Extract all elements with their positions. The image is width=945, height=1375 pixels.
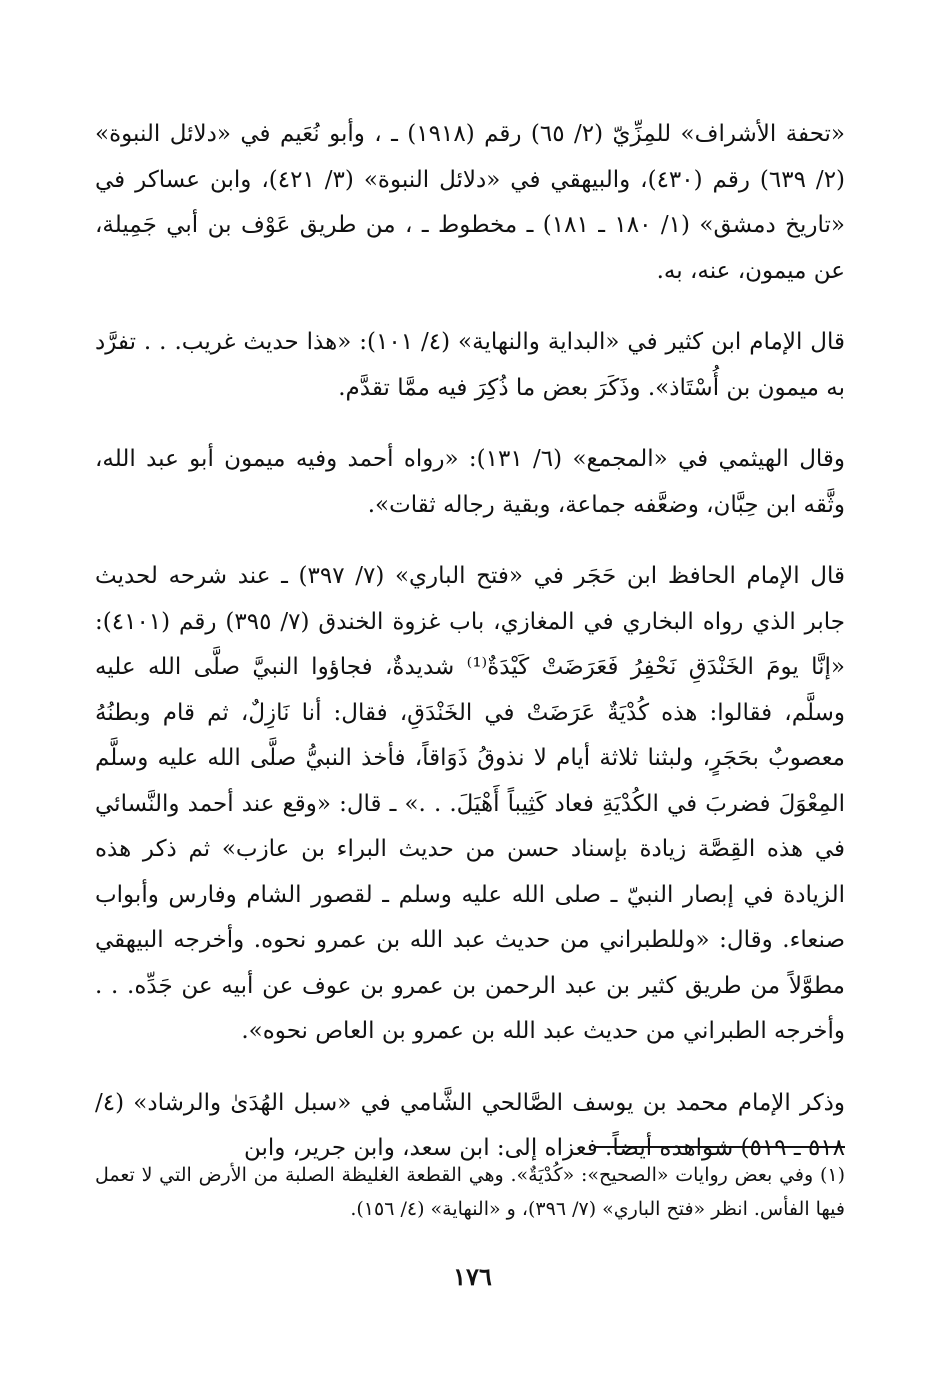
paragraph-salihi-shami: وذكر الإمام محمد بن يوسف الصَّالحي الشَّامي في «سبل الهُدَىٰ والرشاد» (٤/ ٥١٨ ـ ٥١٩) شواهده أيضاً. فعزاه إلى: ابن سعد، وابن جرير، وابن [95,1089,845,1161]
paragraph-ibn-hajar: قال الإمام الحافظ ابن حَجَر في «فتح الباري» (٧/ ٣٩٧) ـ عند شرحه لحديث جابر الذي رواه البخاري في المغازي، باب غزوة الخندق (٧/ ٣٩٥) رقم (٤١٠١): «إنَّا يومَ الخَنْدَقِ نَحْفِرُ فَعَرَضَتْ كَيْدَةٌ⁽¹⁾ شديدةٌ، فجاؤوا النبيَّ صلَّى الله عليه وسلَّم، فقالوا: هذه كُدْيَةٌ عَرَضَتْ في الخَنْدَقِ، فقال: أنا نَازِلٌ، ثم قام وبطنُهُ معصوبٌ بحَجَرٍ، ولبثنا ثلاثة أيام لا نذوقُ ذَوَاقاً، فأخذ النبيُّ صلَّى الله عليه وسلَّم المِعْوَلَ فضربَ في الكُدْيَةِ فعاد كَثِيباً أَهْيَلَ. . .» ـ قال: «وقع عند أحمد والنَّسائي في هذه القِصَّة زيادة بإسناد حسن من حديث البراء بن عازب» ثم ذكر هذه الزيادة في إبصار النبيّ ـ صلى الله عليه وسلم ـ لقصور الشام وفارس وأبواب صنعاء. وقال: «وللطبراني من حديث عبد الله بن عمرو نحوه. وأخرجه البيهقي مطوَّلاً من طريق كثير بن عبد الرحمن بن عمرو بن عوف عن أبيه عن جَدِّه. . . وأخرجه الطبراني من حديث عبد الله بن عمرو بن العاص نحوه». [95,563,845,1044]
paragraph-tuhfat-al-ashraf: «تحفة الأشراف» للمِزِّيّ (٢/ ٦٥) رقم (١٩١٨) ـ ، وأبو نُعَيم في «دلائل النبوة» (٢/ ٦٣٩) رقم (٤٣٠)، والبيهقي في «دلائل النبوة» (٣/ ٤٢١)، وابن عساكر في «تاريخ دمشق» (١/ ١٨٠ ـ ١٨١) ـ مخطوط ـ ، من طريق عَوْف بن أبي جَمِيلة، عن ميمون، عنه، به. [95,121,846,284]
paragraph-ibn-kathir: قال الإمام ابن كثير في «البداية والنهاية» (٤/ ١٠١): «هذا حديث غريب. . . تفرَّد به ميمون بن أُسْتَاذ». وذَكَرَ بعض ما ذُكِرَ فيه ممَّا تقدَّم. [95,329,846,401]
footnote-divider [595,1146,845,1148]
page-number: ١٧٦ [453,1262,492,1291]
paragraph-haythami: وقال الهيثمي في «المجمع» (٦/ ١٣١): «رواه أحمد وفيه ميمون أبو عبد الله، وثَّقه ابن حِبَّان، وضعَّفه جماعة، وبقية رجاله ثقات». [95,446,846,518]
page-body [95,112,845,1198]
footnote-1: (١) وفي بعض روايات «الصحيح»: «كُدْيَةٌ». وهي القطعة الغليظة الصلبة من الأرض التي لا تعمل فيها الفأس. انظر «فتح الباري» (٧/ ٣٩٦)، و «النهاية» (٤/ ١٥٦). [95,1164,845,1220]
